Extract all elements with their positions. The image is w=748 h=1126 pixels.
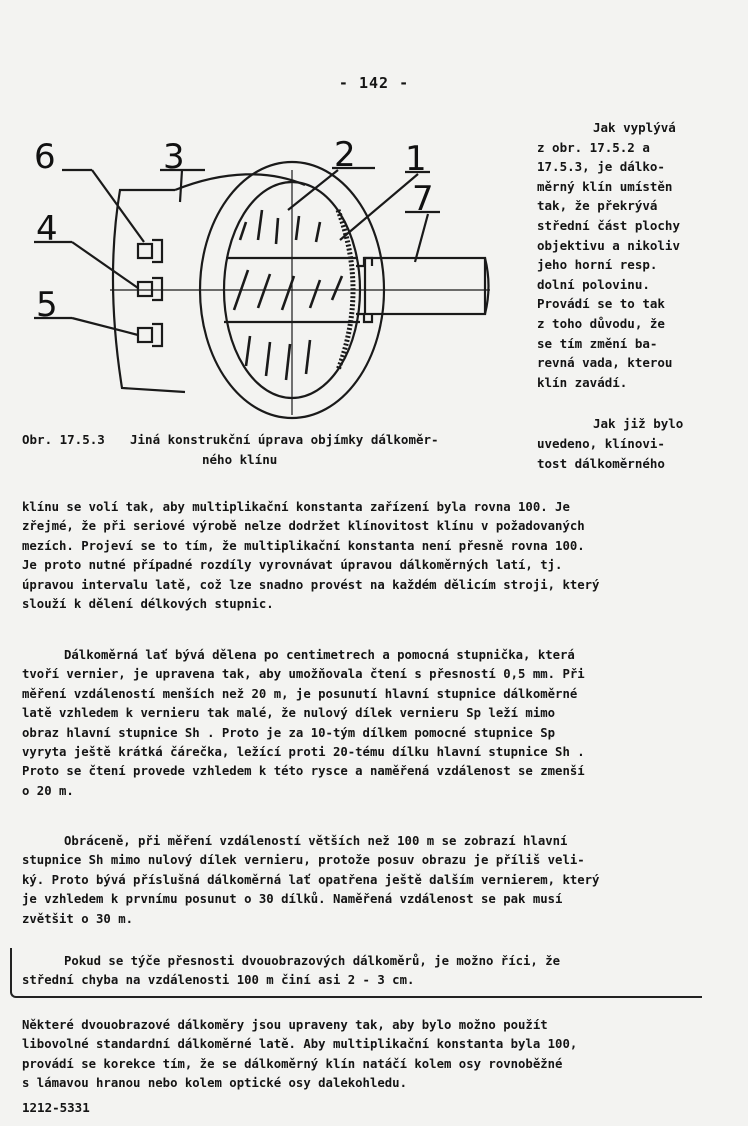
paragraph-2: [22, 646, 722, 801]
side-line: dolní polovinu.: [537, 276, 650, 292]
text-line: latě vzhledem k vernieru tak malé, že nulový dílek vernieru Sp leží mimo: [22, 706, 556, 721]
text-line: mezích. Projeví se to tím, že multiplikační konstanta není přesně rovna 100.: [22, 538, 585, 553]
text-line: s lámavou hranou nebo kolem optické osy dalekohledu.: [22, 1076, 407, 1091]
text-line: je vzhledem k prvnímu posunut o 30 dílků. Naměřená vzdálenost se pak musí: [22, 892, 563, 907]
side-line: měrný klín umístěn: [537, 178, 673, 194]
text-line: Některé dvouobrazové dálkoměry jsou upraveny tak, aby bylo možno použít: [22, 1018, 548, 1032]
text-line: ký. Proto bývá příslušná dálkoměrná lať opatřena ještě dalším vernierem, který: [22, 872, 600, 887]
text-line: klínu se volí tak, aby multiplikační konstanta zařízení byla rovna 100. Je: [22, 500, 570, 514]
text-line: tvoří vernier, je upravena tak, aby umožňovala čtení s přesností 0,5 mm. Při: [22, 667, 585, 682]
text-line: Pokud se týče přesnosti dvouobrazových dálkoměrů, je možno říci, že: [64, 954, 561, 968]
side-line: objektivu a nikoliv: [537, 237, 680, 253]
text-line: provádí se korekce tím, že se dálkoměrný klín natáčí kolem osy rovnoběžné: [22, 1056, 563, 1071]
paragraph-5: [22, 1016, 722, 1094]
figure-label-4: 4: [36, 209, 58, 249]
text-line: Proto se čtení provede vzhledem k této rysce a naměřená vzdálenost se zmenší: [22, 764, 585, 779]
side-line: tak, že překrývá: [537, 198, 658, 214]
paragraph-4: [22, 952, 722, 991]
side-line: 17.5.3, je dálko-: [537, 159, 665, 175]
document-code: 1212-5331: [22, 1100, 90, 1115]
text-line: Dálkoměrná lať bývá dělena po centimetrech a pomocná stupnička, která: [64, 648, 575, 662]
side-line: střední část plochy: [537, 217, 680, 233]
side-column: [537, 118, 747, 473]
side-line: tost dálkoměrného: [537, 455, 665, 471]
side-line: Jak vyplývá: [593, 120, 676, 135]
figure-label-6: 6: [34, 137, 56, 177]
side-line: revná vada, kterou: [537, 355, 673, 371]
caption-line-2: ného klínu: [202, 452, 278, 467]
text-line: slouží k dělení délkových stupnic.: [22, 597, 274, 612]
caption-label: Obr. 17.5.3: [22, 432, 105, 447]
text-line: libovolné standardní dálkoměrné latě. Aby multiplikační konstanta byla 100,: [22, 1037, 578, 1052]
text-line: zvětšit o 30 m.: [22, 911, 134, 926]
side-line: jeho horní resp.: [537, 257, 658, 273]
side-line: Provádí se to tak: [537, 296, 665, 312]
paragraph-1: [22, 498, 722, 614]
page-number: - 142 -: [338, 74, 410, 92]
text-line: Je proto nutné případné rozdíly vyrovnávat úpravou dálkoměrných latí, tj.: [22, 558, 563, 573]
text-line: obraz hlavní stupnice Sh . Proto je za 10-tým dílkem pomocné stupnice Sp: [22, 725, 556, 740]
text-line: měření vzdáleností menších než 20 m, je posunutí hlavní stupnice dálkoměrné: [22, 686, 578, 701]
figure-label-5: 5: [36, 285, 58, 325]
text-line: úpravou intervalu latě, což lze snadno provést na každém dělicím stroji, který: [22, 577, 600, 592]
figure-label-7: 7: [412, 179, 434, 219]
text-line: o 20 m.: [22, 783, 74, 798]
side-line: se tím změní ba-: [537, 335, 658, 351]
side-line: z obr. 17.5.2 a: [537, 139, 650, 155]
figure-label-3: 3: [163, 137, 185, 177]
text-line: stupnice Sh mimo nulový dílek vernieru, protože posuv obrazu je příliš veli-: [22, 853, 585, 868]
side-line: Jak již bylo: [593, 416, 684, 432]
paragraph-3: [22, 832, 722, 929]
figure-label-1: 1: [405, 139, 427, 179]
caption-line-1: Jiná konstrukční úprava objímky dálkoměr-: [130, 432, 439, 447]
wedge-mount-drawing: [20, 130, 520, 430]
text-line: střední chyba na vzdálenosti 100 m činí asi 2 - 3 cm.: [22, 973, 415, 988]
side-line: z toho důvodu, že: [537, 315, 665, 331]
side-line: uvedeno, klínovi-: [537, 435, 665, 451]
text-line: vyryta ještě krátká čárečka, ležící proti 20-tému dílku hlavní stupnice Sh .: [22, 745, 585, 760]
side-line: klín zavádí.: [537, 374, 628, 390]
figure-caption: [22, 430, 512, 470]
text-line: Obráceně, při měření vzdáleností větších než 100 m se zobrazí hlavní: [64, 834, 568, 848]
figure-label-2: 2: [334, 135, 356, 175]
text-line: zřejmé, že při seriové výrobě nelze dodržet klínovitost klínu v požadovaných: [22, 519, 585, 534]
